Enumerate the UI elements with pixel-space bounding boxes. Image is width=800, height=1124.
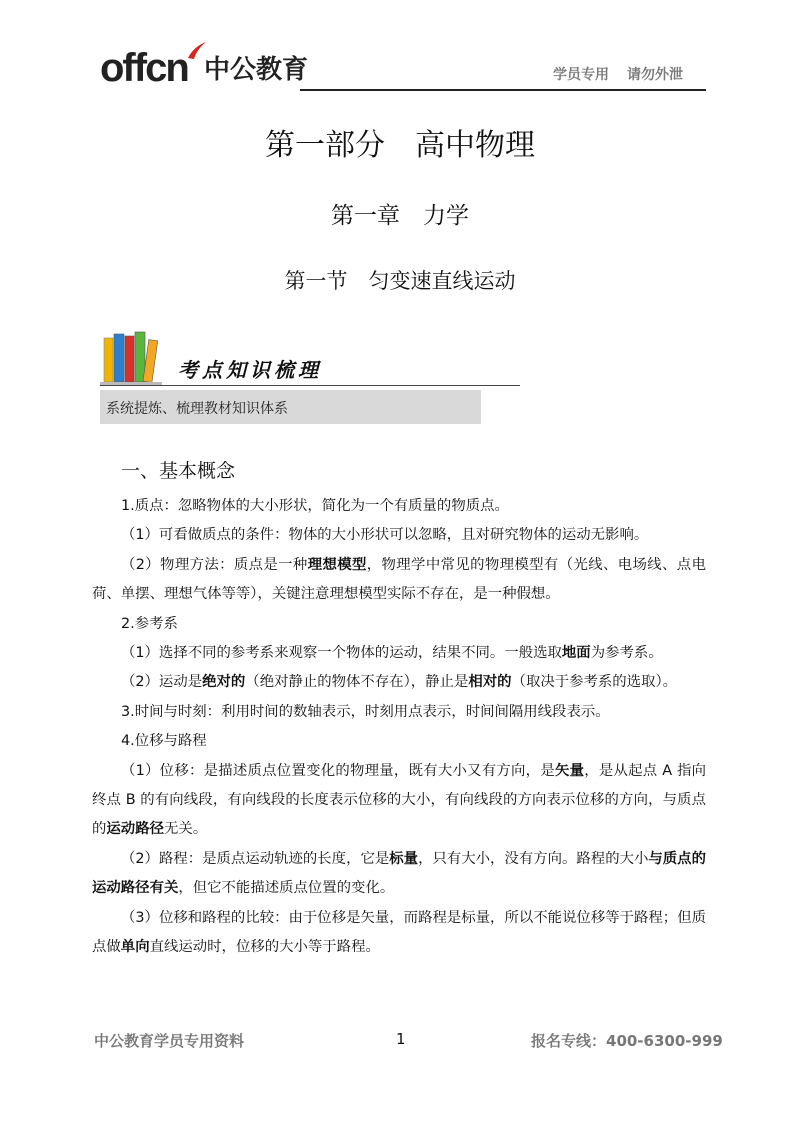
logo-chinese-text: 中公教育 bbox=[204, 55, 309, 85]
text-segment: （1）可看做质点的条件：物体的大小形状可以忽略，且对研究物体的运动无影响。 bbox=[121, 527, 649, 544]
paragraph bbox=[92, 904, 706, 963]
bold-term: 矢量 bbox=[554, 762, 585, 779]
text-segment: （绝对静止的物体不存在），静止是 bbox=[245, 674, 469, 691]
banner-subtitle-bar bbox=[100, 390, 481, 424]
chapter-title: 第一章 力学 bbox=[331, 203, 469, 229]
footer-left-text: 中公教育学员专用资料 bbox=[94, 1032, 245, 1050]
text-segment: （1）选择不同的参考系来观察一个物体的运动，结果不同。一般选取 bbox=[121, 645, 562, 662]
text-segment: 无关。 bbox=[163, 821, 208, 838]
paragraph bbox=[92, 757, 706, 845]
body-content bbox=[92, 492, 706, 963]
bold-term: 绝对的 bbox=[202, 674, 246, 691]
text-segment: 为参考系。 bbox=[590, 645, 663, 662]
bold-term: 标量 bbox=[389, 850, 419, 867]
banner-subtitle: 系统提炼、梳理教材知识体系 bbox=[106, 401, 288, 417]
text-segment: 4.位移与路程 bbox=[121, 733, 207, 750]
header-note-right: 请勿外泄 bbox=[627, 67, 683, 83]
paragraph bbox=[92, 698, 706, 727]
books-icon bbox=[100, 330, 170, 388]
part-title: 第一部分 高中物理 bbox=[265, 128, 535, 163]
text-segment: 直线运动时，位移的大小等于路程。 bbox=[149, 939, 380, 956]
paragraph bbox=[92, 551, 706, 610]
text-segment: ，但它不能描述质点位置的变化。 bbox=[178, 880, 395, 897]
text-segment: （取决于参考系的选取）。 bbox=[511, 674, 678, 691]
text-segment: （1）位移：是描述质点位置变化的物理量，既有大小又有方向，是 bbox=[121, 762, 555, 779]
paragraph bbox=[92, 492, 706, 521]
paragraph bbox=[92, 610, 706, 639]
page-header bbox=[0, 0, 800, 100]
text-segment: 2.参考系 bbox=[121, 615, 178, 632]
header-note-left: 学员专用 bbox=[553, 67, 609, 83]
section-title: 第一节 匀变速直线运动 bbox=[284, 269, 516, 293]
logo-latin-text: offcn bbox=[100, 46, 188, 90]
knowledge-banner bbox=[100, 330, 525, 425]
bold-term: 运动路径 bbox=[106, 821, 164, 838]
bold-term: 理想模型 bbox=[307, 556, 367, 573]
page-footer bbox=[0, 1030, 800, 1060]
bold-term: 与质点的运动路径有关 bbox=[92, 850, 706, 897]
text-segment: ，只有大小，没有方向。路程的大小 bbox=[418, 850, 649, 867]
heading-basic-concepts: 一、基本概念 bbox=[121, 460, 236, 482]
footer-hotline: 报名专线：400-6300-999 bbox=[531, 1032, 723, 1050]
banner-divider bbox=[100, 385, 520, 386]
text-segment: ，是从起点 A 指向终点 B 的有向线段，有向线段的长度表示位移的大小，有向线段的方向表示位移的方向，与质点的 bbox=[92, 762, 706, 838]
paragraph bbox=[92, 727, 706, 756]
text-segment: （3）位移和路程的比较：由于位移是矢量，而路程是标量，所以不能说位移等于路程；但质点做 bbox=[92, 909, 706, 956]
text-segment: 1.质点：忽略物体的大小形状，简化为一个有质量的物质点。 bbox=[121, 498, 509, 514]
paragraph bbox=[92, 668, 706, 697]
bold-term: 地面 bbox=[561, 645, 591, 662]
header-note bbox=[553, 64, 683, 84]
text-segment: 3.时间与时刻：利用时间的数轴表示，时刻用点表示，时间间隔用线段表示。 bbox=[121, 703, 610, 720]
bold-term: 单向 bbox=[120, 939, 150, 956]
text-segment: ，物理学中常见的物理模型有（光线、电场线、点电荷、单摆、理想气体等等），关键注意理想模型实际不存在，是一种假想。 bbox=[92, 556, 706, 603]
paragraph bbox=[92, 521, 706, 550]
page-number: 1 bbox=[396, 1030, 406, 1048]
paragraph bbox=[92, 639, 706, 668]
bold-term: 相对的 bbox=[468, 674, 512, 691]
text-segment: （2）物理方法：质点是一种 bbox=[121, 556, 308, 573]
paragraph bbox=[92, 845, 706, 904]
text-segment: （2）路程：是质点运动轨迹的长度，它是 bbox=[121, 850, 390, 867]
header-rule bbox=[300, 89, 706, 91]
banner-title: 考点知识梳理 bbox=[178, 358, 322, 382]
text-segment: （2）运动是 bbox=[121, 674, 203, 691]
